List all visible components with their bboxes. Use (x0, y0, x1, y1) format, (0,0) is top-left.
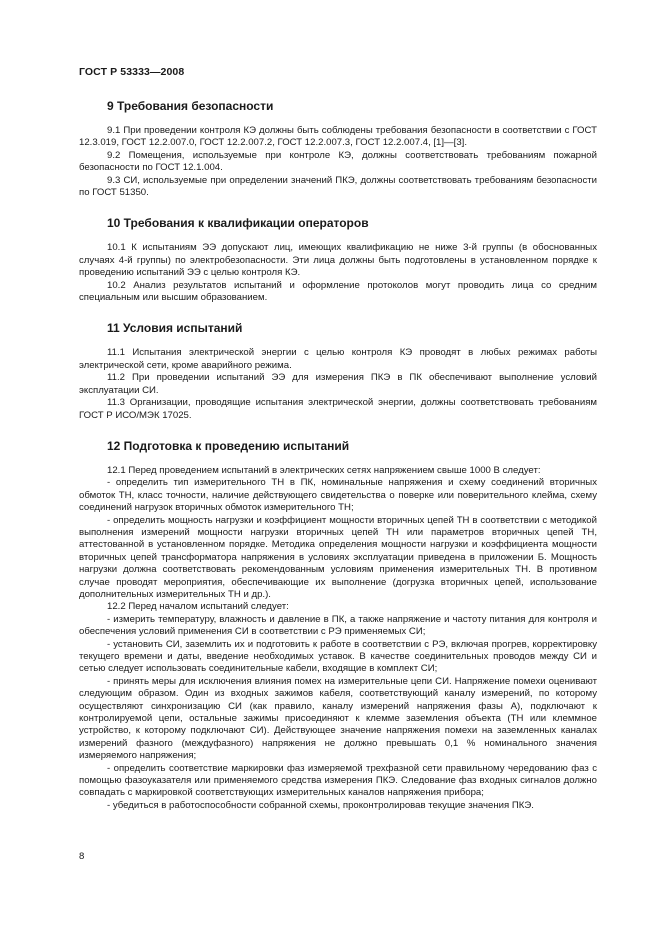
paragraph: 9.3 СИ, используемые при определении значений ПКЭ, должны соответствовать требованиям безопасности по ГОСТ 51350. (79, 174, 597, 199)
section-title: 10 Требования к квалификации операторов (107, 216, 369, 231)
paragraph: 11.1 Испытания электрической энергии с целью контроля КЭ проводят в любых режимах работы электрической сети, кроме аварийного режима. (79, 347, 597, 371)
document-body (79, 99, 597, 829)
section-11 (79, 321, 597, 421)
paragraph: 9.2 Помещения, используемые при контроле КЭ, должны соответствовать требованиям пожарной безопасности по ГОСТ 12.1.004. (79, 149, 597, 174)
list-item: - установить СИ, заземлить их и подготовить к работе в соответствии с РЭ, включая прогрев, корректировку текущего времени и даты, введение необходимых уставок. В качестве соединительных проводов между СИ и сетью следует использовать соединительные кабели, входящие в комплект СИ; (79, 638, 597, 675)
section-12 (79, 439, 597, 812)
section-title: 11 Условия испытаний (107, 321, 243, 336)
paragraph: 10.1 К испытаниям ЭЭ допускают лиц, имеющих квалификацию не ниже 3-й группы (в обоснованных случаях 4-й группы) по электробезопасности. Эти лица должны быть подготовлены в установленном порядке к проведению испытаний ЭЭ с целью контроля КЭ. (79, 242, 597, 279)
list-item: - убедиться в работоспособности собранной схемы, проконтролировав текущие значения ПКЭ. (107, 799, 534, 811)
document-header: ГОСТ Р 53333—2008 (79, 66, 185, 78)
list-item: - определить тип измерительного ТН в ПК, номинальные напряжения и схему соединений вторичных обмоток ТН, класс точности, наличие действующего свидетельства о поверке или поверительного клейма, схему соединений нагрузок вторичных обмоток измерительного ТН; (79, 477, 597, 514)
section-9 (79, 99, 597, 199)
section-10 (79, 216, 597, 304)
list-item: - измерить температуру, влажность и давление в ПК, а также напряжение и частоту питания для контроля и обеспечения условий применения СИ в соответствии с РЭ применяемых СИ; (79, 613, 597, 638)
list-item: - определить мощность нагрузки и коэффициент мощности вторичных цепей ТН в соответствии с методикой выполнения измерений мощности нагрузки вторичных цепей ТН или параметров вторичных цепей ТН, аттестованной в установленном порядке. Методика определения мощности нагрузки и коэффициента мощности вторичных цепей трансформатора напряжения в условиях эксплуатации приведена в приложении Б. Мощность нагрузки должна соответствовать рекомендованным условиям применения измерительных ТН. В противном случае проводят мероприятия, обеспечивающие их выполнение (догрузка вторичных цепей, использование дополнительных измерительных ТН и др.). (79, 514, 597, 600)
paragraph: 12.2 Перед началом испытаний следует: (107, 601, 289, 613)
section-title: 9 Требования безопасности (107, 99, 274, 113)
paragraph: 11.3 Организации, проводящие испытания электрической энергии, должны соответствовать требованиям ГОСТ Р ИСО/МЭК 17025. (79, 397, 597, 421)
section-title: 12 Подготовка к проведению испытаний (107, 438, 350, 453)
list-item: - принять меры для исключения влияния помех на измерительные цепи СИ. Напряжение помехи оценивают следующим образом. Один из входных зажимов кабеля, соответствующий каналу измерений, по которому осуществляют синхронизацию СИ (как правило, каналу измерений напряжения фазы А), подключают к контролируемой цепи, остальные зажимы присоединяют к клемме заземления объекта (ТН или клеммное устройство, к которому подключают СИ). Действующее значение напряжения помехи на заземленных каналах измерений фазного (междуфазного) напряжения не должно превышать 0,1 % номинального значения измеряемого напряжения; (79, 675, 597, 762)
paragraph: 10.2 Анализ результатов испытаний и оформление протоколов могут проводить лица со средним специальным или высшим образованием. (79, 279, 597, 304)
paragraph: 9.1 При проведении контроля КЭ должны быть соблюдены требования безопасности в соответствии с ГОСТ 12.3.019, ГОСТ 12.2.007.0, ГОСТ 12.2.007.2, ГОСТ 12.2.007.3, ГОСТ 12.2.007.4, [1]—[3]. (79, 125, 597, 149)
page-number: 8 (79, 851, 85, 862)
paragraph: 12.1 Перед проведением испытаний в электрических сетях напряжением свыше 1000 В следует: (107, 464, 541, 476)
list-item: - определить соответствие маркировки фаз измеряемой трехфазной сети правильному чередованию фаз с помощью фазоуказателя или применяемого средства измерения ПКЭ. Следование фаз входных сигналов должно совпадать с маркировкой соответствующих измерительных каналов напряжения прибора; (79, 762, 597, 799)
paragraph: 11.2 При проведении испытаний ЭЭ для измерения ПКЭ в ПК обеспечивают выполнение условий эксплуатации СИ. (79, 372, 597, 396)
